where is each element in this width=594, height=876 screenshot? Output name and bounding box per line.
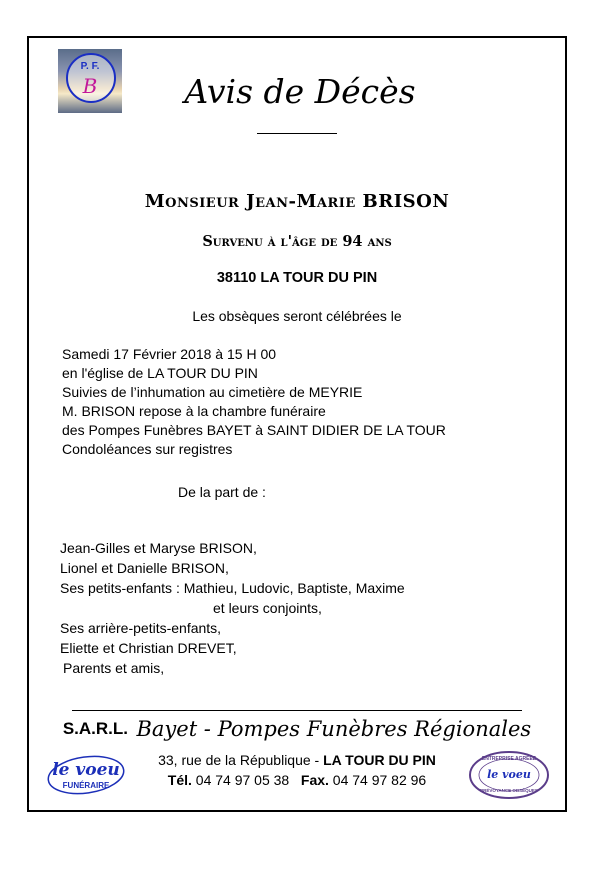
page-title: Avis de Décès bbox=[184, 72, 416, 111]
address-street: 33, rue de la République - bbox=[158, 752, 324, 768]
tel-number: 04 74 97 05 38 bbox=[195, 772, 290, 788]
deceased-name: Monsieur Jean-Marie BRISON bbox=[144, 191, 450, 212]
detail-line: M. BRISON repose à la chambre funéraire bbox=[62, 403, 326, 419]
family-line: Eliette et Christian DREVET, bbox=[60, 640, 237, 656]
from-label: De la part de : bbox=[178, 484, 266, 500]
family-line: Ses petits-enfants : Mathieu, Ludovic, Baptiste, Maxime bbox=[60, 580, 405, 596]
location-line: 38110 LA TOUR DU PIN bbox=[216, 270, 378, 286]
levoeu-wordmark: le voeu bbox=[52, 760, 120, 780]
detail-line: Suivies de l’inhumation au cimetière de MEYRIE bbox=[62, 384, 363, 400]
family-line: Jean-Gilles et Maryse BRISON, bbox=[60, 540, 257, 556]
levoeu-funeraire-logo bbox=[45, 755, 127, 795]
badge-top-text: ENTREPRISE AGRÉÉE bbox=[481, 756, 537, 762]
detail-line: Samedi 17 Février 2018 à 15 H 00 bbox=[62, 346, 277, 362]
family-line: Lionel et Danielle BRISON, bbox=[60, 560, 229, 576]
badge-bottom-text: PRÉVOYANCE OBSÈQUES bbox=[480, 788, 538, 793]
footer-divider bbox=[72, 710, 522, 711]
family-line: Parents et amis, bbox=[63, 660, 165, 676]
badge-center-text: le voeu bbox=[487, 768, 531, 781]
logo-b-letter: B bbox=[82, 74, 98, 98]
company-script-name: Bayet - Pompes Funèbres Régionales bbox=[136, 717, 532, 741]
fax-label: Fax. bbox=[300, 772, 329, 788]
family-line: et leurs conjoints, bbox=[213, 600, 322, 616]
detail-line: en l'église de LA TOUR DU PIN bbox=[62, 365, 258, 381]
ceremony-details bbox=[62, 345, 562, 459]
detail-line: Condoléances sur registres bbox=[62, 441, 233, 457]
title-divider bbox=[257, 133, 337, 134]
entreprise-agreee-badge bbox=[468, 750, 550, 800]
detail-line: des Pompes Funèbres BAYET à SAINT DIDIER DE LA TOUR bbox=[62, 422, 446, 438]
pfb-logo bbox=[58, 49, 122, 113]
family-line: Ses arrière-petits-enfants, bbox=[60, 620, 222, 636]
levoeu-subtitle: FUNÉRAIRE bbox=[62, 781, 110, 790]
company-prefix: S.A.R.L. bbox=[62, 719, 128, 738]
fax-number: 04 74 97 82 96 bbox=[332, 772, 427, 788]
family-list bbox=[60, 538, 560, 678]
age-line: Survenu à l'âge de 94 ans bbox=[202, 233, 392, 250]
ceremony-intro: Les obsèques seront célébrées le bbox=[192, 308, 402, 324]
address-city: LA TOUR DU PIN bbox=[323, 752, 436, 768]
company-name bbox=[27, 717, 567, 741]
tel-label: Tél. bbox=[167, 772, 192, 788]
logo-pf-text: P. F. bbox=[80, 61, 100, 72]
